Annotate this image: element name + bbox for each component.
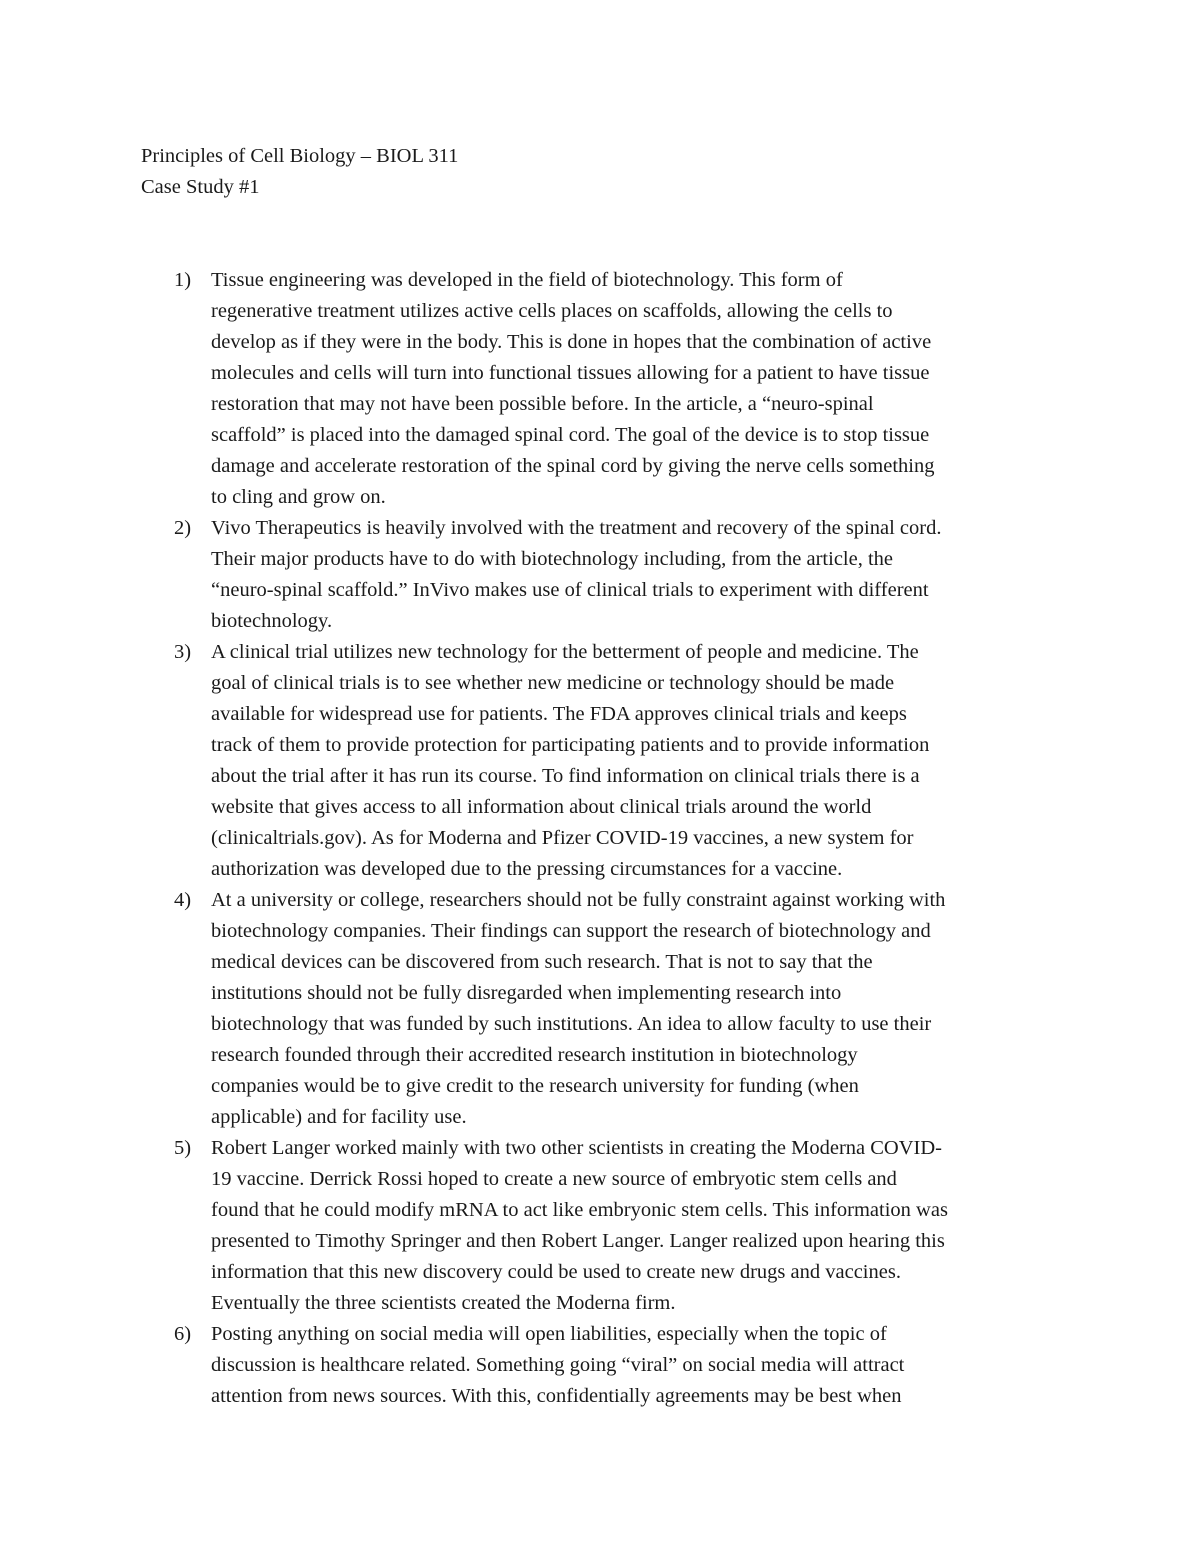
answer-line: A clinical trial utilizes new technology for the betterment of people and medicine. The — [211, 641, 919, 663]
answer-line: presented to Timothy Springer and then Robert Langer. Langer realized upon hearing this — [211, 1230, 945, 1252]
answer-line: damage and accelerate restoration of the spinal cord by giving the nerve cells something — [211, 455, 935, 477]
answer-line: to cling and grow on. — [211, 486, 386, 508]
answer-line: scaffold” is placed into the damaged spinal cord. The goal of the device is to stop tissue — [211, 424, 930, 446]
answer-item — [141, 513, 1071, 637]
answer-line: available for widespread use for patients. The FDA approves clinical trials and keeps — [211, 703, 907, 725]
answer-text — [211, 513, 1071, 637]
answer-line: develop as if they were in the body. This is done in hopes that the combination of active — [211, 331, 932, 353]
answer-number: 6) — [174, 1323, 192, 1345]
answer-line: Eventually the three scientists created the Moderna firm. — [211, 1292, 676, 1314]
course-title: Principles of Cell Biology – BIOL 311 — [141, 145, 459, 167]
answer-line: biotechnology that was funded by such institutions. An idea to allow faculty to use their — [211, 1013, 932, 1035]
answer-line: biotechnology. — [211, 610, 333, 632]
answer-line: Tissue engineering was developed in the field of biotechnology. This form of — [211, 269, 843, 291]
answer-item — [141, 885, 1071, 1133]
document-header — [141, 141, 458, 203]
answer-number: 4) — [174, 889, 192, 911]
answer-item — [141, 1133, 1071, 1319]
answer-item — [141, 265, 1071, 513]
answer-line: discussion is healthcare related. Something going “viral” on social media will attract — [211, 1354, 905, 1376]
answer-text — [211, 637, 1071, 885]
answer-line: “neuro-spinal scaffold.” InVivo makes use of clinical trials to experiment with different — [211, 579, 929, 601]
answer-line: Robert Langer worked mainly with two other scientists in creating the Moderna COVID- — [211, 1137, 942, 1159]
answer-list — [141, 265, 1071, 1412]
answer-line: restoration that may not have been possible before. In the article, a “neuro-spinal — [211, 393, 874, 415]
answer-number: 1) — [174, 269, 192, 291]
answer-line: At a university or college, researchers should not be fully constraint against working with — [211, 889, 946, 911]
answer-line: research founded through their accredited research institution in biotechnology — [211, 1044, 858, 1066]
answer-line: track of them to provide protection for participating patients and to provide information — [211, 734, 930, 756]
answer-line: biotechnology companies. Their findings can support the research of biotechnology and — [211, 920, 931, 942]
answer-line: found that he could modify mRNA to act like embryonic stem cells. This information was — [211, 1199, 948, 1221]
answer-item — [141, 637, 1071, 885]
answer-number: 2) — [174, 517, 192, 539]
answer-number: 3) — [174, 641, 192, 663]
answer-text — [211, 1133, 1071, 1319]
answer-line: authorization was developed due to the pressing circumstances for a vaccine. — [211, 858, 843, 880]
answer-text — [211, 265, 1071, 513]
answer-line: website that gives access to all information about clinical trials around the world — [211, 796, 872, 818]
answer-text — [211, 1319, 1071, 1412]
assignment-title: Case Study #1 — [141, 176, 260, 198]
answer-line: Posting anything on social media will open liabilities, especially when the topic of — [211, 1323, 887, 1345]
answer-line: goal of clinical trials is to see whether new medicine or technology should be made — [211, 672, 895, 694]
answer-line: attention from news sources. With this, confidentially agreements may be best when — [211, 1385, 902, 1407]
answer-line: institutions should not be fully disregarded when implementing research into — [211, 982, 842, 1004]
answer-line: (clinicaltrials.gov). As for Moderna and Pfizer COVID-19 vaccines, a new system for — [211, 827, 914, 849]
answer-line: applicable) and for facility use. — [211, 1106, 467, 1128]
answer-line: 19 vaccine. Derrick Rossi hoped to create a new source of embryotic stem cells and — [211, 1168, 897, 1190]
answer-line: molecules and cells will turn into functional tissues allowing for a patient to have tissue — [211, 362, 930, 384]
answer-line: regenerative treatment utilizes active cells places on scaffolds, allowing the cells to — [211, 300, 893, 322]
answer-number: 5) — [174, 1137, 192, 1159]
answer-line: Vivo Therapeutics is heavily involved with the treatment and recovery of the spinal cord. — [211, 517, 942, 539]
answer-text — [211, 885, 1071, 1133]
answer-line: medical devices can be discovered from such research. That is not to say that the — [211, 951, 873, 973]
answer-line: information that this new discovery could be used to create new drugs and vaccines. — [211, 1261, 901, 1283]
answer-item — [141, 1319, 1071, 1412]
answer-line: Their major products have to do with biotechnology including, from the article, the — [211, 548, 894, 570]
answer-line: companies would be to give credit to the research university for funding (when — [211, 1075, 859, 1097]
answer-line: about the trial after it has run its course. To find information on clinical trials there is a — [211, 765, 920, 787]
